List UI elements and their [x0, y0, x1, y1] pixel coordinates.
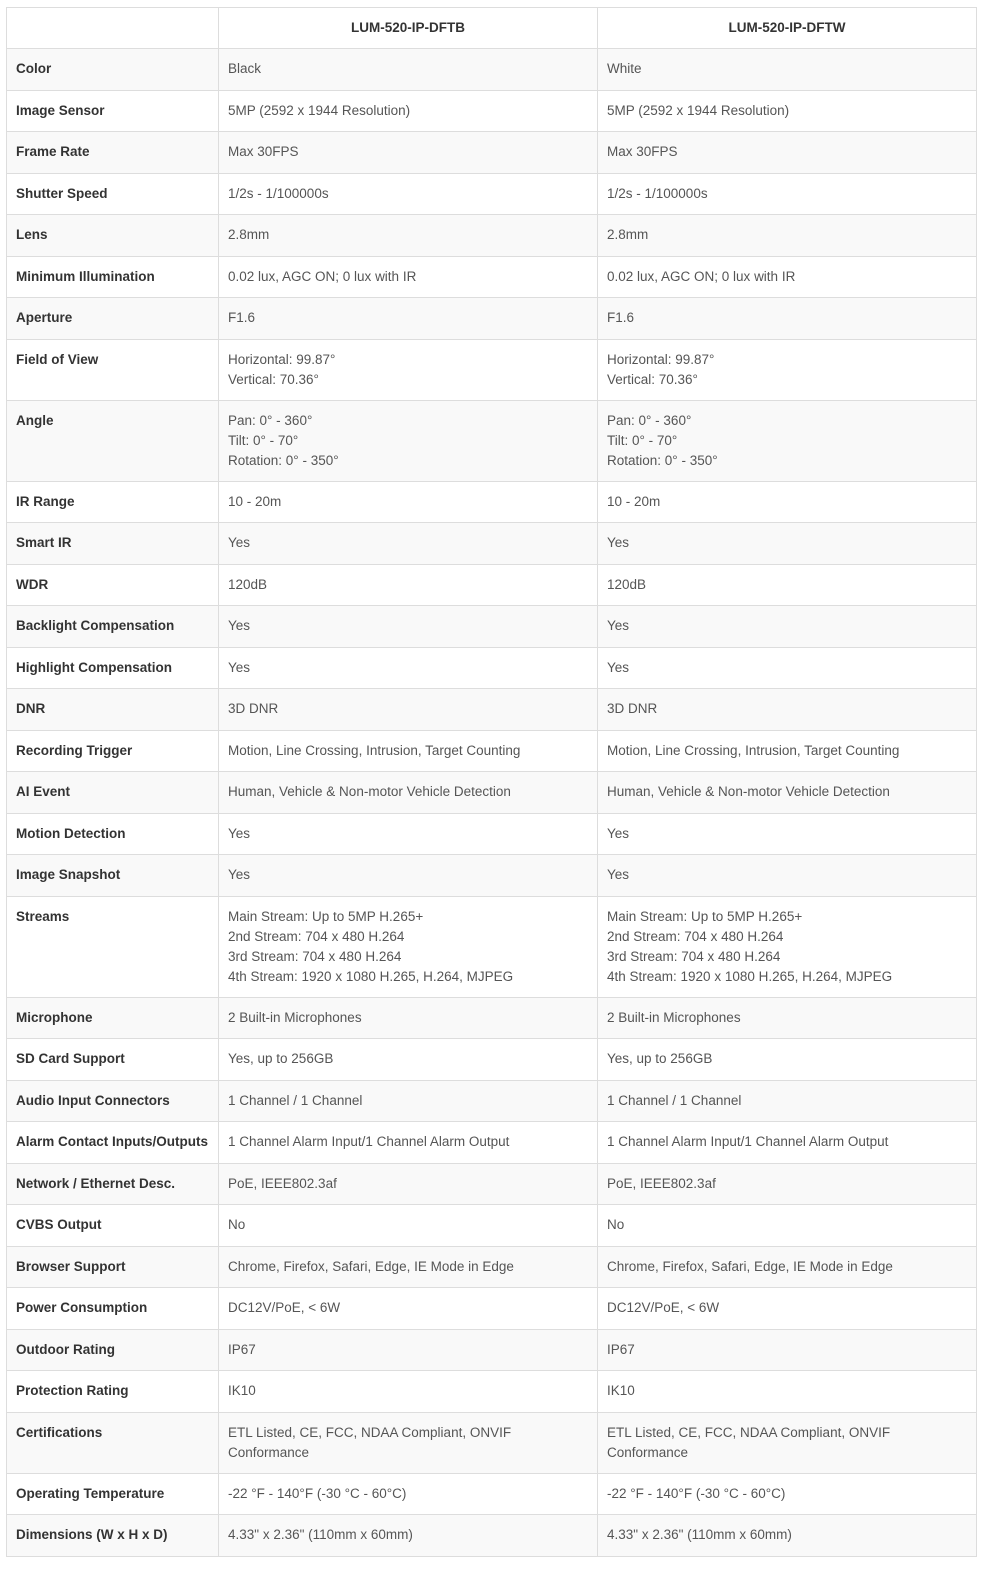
spec-value-dftb — [219, 813, 598, 855]
spec-value-dftw — [598, 564, 977, 606]
spec-value-dftw — [598, 1288, 977, 1330]
table-row — [7, 997, 977, 1039]
spec-value-line: Conformance — [228, 1444, 310, 1460]
spec-value-line: DC12V/PoE, < 6W — [607, 1300, 720, 1315]
spec-value-line: Chrome, Firefox, Safari, Edge, IE Mode in Edge — [607, 1258, 893, 1274]
spec-value-line: Horizontal: 99.87° — [228, 351, 336, 367]
spec-label: Image Snapshot — [7, 855, 219, 897]
spec-value-line: Yes — [607, 659, 630, 675]
spec-value-dftw — [598, 1246, 977, 1288]
spec-value-dftb — [219, 1039, 598, 1081]
spec-value-dftw — [598, 49, 977, 91]
spec-value-dftb — [219, 855, 598, 897]
spec-value-dftw — [598, 1515, 977, 1557]
spec-label: Audio Input Connectors — [7, 1080, 219, 1122]
spec-value-line: Yes — [228, 659, 251, 675]
spec-value-line: IK10 — [607, 1383, 635, 1398]
spec-value-line: 5MP (2592 x 1944 Resolution) — [228, 102, 411, 118]
spec-value-line: Pan: 0° - 360° — [607, 412, 692, 428]
spec-value-line: 5MP (2592 x 1944 Resolution) — [607, 102, 790, 118]
spec-value-line: 2nd Stream: 704 x 480 H.264 — [228, 928, 405, 944]
table-row — [7, 49, 977, 91]
table-row — [7, 400, 977, 481]
spec-value-dftb — [219, 339, 598, 400]
spec-value-line: Human, Vehicle & Non-motor Vehicle Detection — [607, 784, 890, 799]
spec-label: Certifications — [7, 1412, 219, 1473]
spec-value-dftb — [219, 606, 598, 648]
spec-value-line: 10 - 20m — [607, 493, 661, 509]
table-row — [7, 132, 977, 174]
spec-value-line: PoE, IEEE802.3af — [228, 1175, 337, 1191]
spec-value-dftw — [598, 215, 977, 257]
spec-value-line: Human, Vehicle & Non-motor Vehicle Detection — [228, 784, 511, 799]
table-header — [7, 8, 977, 49]
spec-value-line: 1 Channel / 1 Channel — [228, 1092, 363, 1108]
spec-label: DNR — [7, 689, 219, 731]
spec-label: Streams — [7, 896, 219, 997]
spec-value-line: Yes — [607, 618, 630, 633]
spec-value-line: 4.33" x 2.36" (110mm x 60mm) — [228, 1527, 413, 1542]
spec-value-dftw — [598, 90, 977, 132]
spec-value-line: Yes — [228, 867, 251, 882]
spec-value-line: Tilt: 0° - 70° — [607, 432, 678, 448]
spec-value-line: Yes, up to 256GB — [607, 1051, 713, 1066]
spec-label: CVBS Output — [7, 1205, 219, 1247]
spec-label: Shutter Speed — [7, 173, 219, 215]
spec-value-line: Yes, up to 256GB — [228, 1051, 334, 1066]
spec-value-line: 1 Channel Alarm Input/1 Channel Alarm Output — [607, 1134, 889, 1149]
spec-value-line: Yes — [228, 535, 251, 550]
table-row — [7, 772, 977, 814]
spec-value-line: Rotation: 0° - 350° — [607, 452, 718, 468]
spec-label: Angle — [7, 400, 219, 481]
table-row — [7, 1412, 977, 1473]
table-row — [7, 606, 977, 648]
spec-value-dftb — [219, 1246, 598, 1288]
spec-value-dftb — [219, 1473, 598, 1515]
spec-value-line: 2 Built-in Microphones — [228, 1009, 362, 1025]
spec-label: Protection Rating — [7, 1371, 219, 1413]
spec-value-dftb — [219, 564, 598, 606]
spec-label: Network / Ethernet Desc. — [7, 1163, 219, 1205]
table-row — [7, 90, 977, 132]
spec-value-dftw — [598, 647, 977, 689]
spec-label: Lens — [7, 215, 219, 257]
spec-value-dftb — [219, 647, 598, 689]
header-corner-cell — [7, 8, 219, 49]
spec-value-line: 2 Built-in Microphones — [607, 1009, 741, 1025]
spec-value-line: No — [607, 1217, 625, 1232]
spec-value-dftw — [598, 523, 977, 565]
spec-value-dftb — [219, 1163, 598, 1205]
model-header-dftw: LUM-520-IP-DFTW — [598, 8, 977, 49]
spec-value-dftb — [219, 1329, 598, 1371]
spec-value-line: Yes — [228, 618, 251, 633]
table-row — [7, 813, 977, 855]
spec-value-line: IP67 — [607, 1341, 635, 1357]
table-row — [7, 1080, 977, 1122]
spec-value-line: F1.6 — [228, 310, 256, 325]
spec-value-line: Max 30FPS — [607, 144, 678, 159]
spec-value-line: 4.33" x 2.36" (110mm x 60mm) — [607, 1527, 792, 1542]
spec-value-line: 3rd Stream: 704 x 480 H.264 — [228, 948, 402, 964]
spec-value-dftw — [598, 339, 977, 400]
spec-value-line: 1 Channel Alarm Input/1 Channel Alarm Output — [228, 1134, 510, 1149]
spec-label: Field of View — [7, 339, 219, 400]
spec-value-dftb — [219, 90, 598, 132]
spec-value-line: Chrome, Firefox, Safari, Edge, IE Mode in Edge — [228, 1258, 514, 1274]
spec-value-dftw — [598, 855, 977, 897]
spec-value-line: Yes — [607, 535, 630, 550]
spec-value-dftw — [598, 256, 977, 298]
spec-label: WDR — [7, 564, 219, 606]
spec-value-dftb — [219, 173, 598, 215]
spec-value-dftw — [598, 1122, 977, 1164]
spec-value-line: IK10 — [228, 1383, 256, 1398]
spec-value-dftb — [219, 997, 598, 1039]
spec-value-dftb — [219, 49, 598, 91]
spec-label: Recording Trigger — [7, 730, 219, 772]
table-row — [7, 647, 977, 689]
table-row — [7, 339, 977, 400]
spec-value-line: 1/2s - 1/100000s — [228, 185, 329, 201]
spec-value-line: Yes — [607, 867, 630, 882]
spec-label: IR Range — [7, 481, 219, 523]
spec-label: Microphone — [7, 997, 219, 1039]
spec-label: Backlight Compensation — [7, 606, 219, 648]
spec-value-dftw — [598, 772, 977, 814]
spec-label: Power Consumption — [7, 1288, 219, 1330]
spec-value-dftb — [219, 481, 598, 523]
spec-label: Frame Rate — [7, 132, 219, 174]
spec-value-dftw — [598, 298, 977, 340]
spec-value-dftb — [219, 298, 598, 340]
spec-value-line: PoE, IEEE802.3af — [607, 1175, 716, 1191]
spec-value-dftw — [598, 730, 977, 772]
spec-value-line: Black — [228, 61, 262, 76]
spec-value-dftb — [219, 256, 598, 298]
spec-label: Highlight Compensation — [7, 647, 219, 689]
spec-value-dftb — [219, 132, 598, 174]
spec-value-dftb — [219, 1371, 598, 1413]
spec-value-line: -22 °F - 140°F (-30 °C - 60°C) — [228, 1485, 407, 1501]
table-row — [7, 1163, 977, 1205]
spec-value-dftw — [598, 896, 977, 997]
spec-value-line: DC12V/PoE, < 6W — [228, 1300, 341, 1315]
table-row — [7, 1515, 977, 1557]
spec-value-line: Vertical: 70.36° — [607, 371, 698, 387]
header-row — [7, 8, 977, 49]
table-row — [7, 256, 977, 298]
table-row — [7, 1473, 977, 1515]
spec-value-line: Yes — [228, 825, 251, 841]
spec-value-dftb — [219, 1412, 598, 1473]
table-row — [7, 298, 977, 340]
spec-label: Alarm Contact Inputs/Outputs — [7, 1122, 219, 1164]
spec-value-line: Conformance — [607, 1444, 689, 1460]
spec-value-dftb — [219, 1288, 598, 1330]
table-row — [7, 1205, 977, 1247]
spec-value-line: 4th Stream: 1920 x 1080 H.265, H.264, MJPEG — [607, 968, 893, 984]
spec-label: Outdoor Rating — [7, 1329, 219, 1371]
spec-value-dftw — [598, 481, 977, 523]
spec-label: Operating Temperature — [7, 1473, 219, 1515]
spec-value-line: 1/2s - 1/100000s — [607, 185, 708, 201]
table-row — [7, 173, 977, 215]
spec-value-line: Motion, Line Crossing, Intrusion, Target Counting — [607, 742, 900, 758]
table-row — [7, 1288, 977, 1330]
spec-value-dftb — [219, 1205, 598, 1247]
spec-value-dftb — [219, 896, 598, 997]
spec-value-line: 120dB — [607, 576, 647, 592]
spec-value-line: Pan: 0° - 360° — [228, 412, 313, 428]
table-row — [7, 1246, 977, 1288]
model-header-dftb: LUM-520-IP-DFTB — [219, 8, 598, 49]
spec-comparison-table — [6, 7, 977, 1557]
spec-label: Browser Support — [7, 1246, 219, 1288]
spec-value-dftw — [598, 1205, 977, 1247]
spec-label: Color — [7, 49, 219, 91]
spec-value-dftw — [598, 400, 977, 481]
spec-value-line: 2nd Stream: 704 x 480 H.264 — [607, 928, 784, 944]
spec-value-line: F1.6 — [607, 310, 635, 325]
spec-value-line: Horizontal: 99.87° — [607, 351, 715, 367]
table-row — [7, 730, 977, 772]
spec-label: Minimum Illumination — [7, 256, 219, 298]
spec-value-dftw — [598, 813, 977, 855]
spec-value-dftw — [598, 1473, 977, 1515]
spec-value-dftw — [598, 132, 977, 174]
spec-value-line: ETL Listed, CE, FCC, NDAA Compliant, ONVIF — [228, 1424, 512, 1440]
spec-label: Aperture — [7, 298, 219, 340]
spec-value-line: ETL Listed, CE, FCC, NDAA Compliant, ONVIF — [607, 1424, 891, 1440]
spec-value-dftb — [219, 1515, 598, 1557]
spec-value-line: 3rd Stream: 704 x 480 H.264 — [607, 948, 781, 964]
spec-label: Image Sensor — [7, 90, 219, 132]
table-row — [7, 564, 977, 606]
table-row — [7, 689, 977, 731]
spec-value-line: No — [228, 1217, 246, 1232]
spec-value-line: Rotation: 0° - 350° — [228, 452, 339, 468]
table-row — [7, 215, 977, 257]
spec-value-line: 3D DNR — [607, 701, 658, 716]
spec-value-dftb — [219, 689, 598, 731]
spec-value-dftw — [598, 606, 977, 648]
spec-value-dftw — [598, 997, 977, 1039]
spec-value-line: Tilt: 0° - 70° — [228, 432, 299, 448]
spec-value-dftw — [598, 173, 977, 215]
spec-label: Motion Detection — [7, 813, 219, 855]
spec-value-line: Max 30FPS — [228, 144, 299, 159]
spec-value-dftw — [598, 1039, 977, 1081]
table-row — [7, 1329, 977, 1371]
spec-value-dftb — [219, 1080, 598, 1122]
spec-value-line: 0.02 lux, AGC ON; 0 lux with IR — [228, 268, 417, 284]
spec-value-line: -22 °F - 140°F (-30 °C - 60°C) — [607, 1485, 786, 1501]
spec-value-dftw — [598, 1329, 977, 1371]
spec-value-line: 4th Stream: 1920 x 1080 H.265, H.264, MJPEG — [228, 968, 514, 984]
spec-value-line: 10 - 20m — [228, 493, 282, 509]
spec-value-dftb — [219, 772, 598, 814]
spec-value-line: 1 Channel / 1 Channel — [607, 1092, 742, 1108]
spec-value-line: Yes — [607, 825, 630, 841]
spec-value-dftb — [219, 400, 598, 481]
spec-label: AI Event — [7, 772, 219, 814]
table-body — [7, 49, 977, 1557]
table-row — [7, 896, 977, 997]
spec-value-line: IP67 — [228, 1341, 256, 1357]
spec-value-line: White — [607, 61, 642, 76]
spec-value-line: Main Stream: Up to 5MP H.265+ — [228, 908, 424, 924]
spec-value-dftb — [219, 730, 598, 772]
spec-value-line: 2.8mm — [607, 227, 649, 242]
spec-value-dftw — [598, 1163, 977, 1205]
spec-value-dftw — [598, 1371, 977, 1413]
spec-value-dftw — [598, 1412, 977, 1473]
spec-value-line: 2.8mm — [228, 227, 270, 242]
table-row — [7, 1371, 977, 1413]
table-row — [7, 481, 977, 523]
spec-value-dftb — [219, 523, 598, 565]
spec-value-dftw — [598, 689, 977, 731]
table-row — [7, 855, 977, 897]
spec-value-line: Vertical: 70.36° — [228, 371, 319, 387]
spec-label: SD Card Support — [7, 1039, 219, 1081]
spec-value-line: 0.02 lux, AGC ON; 0 lux with IR — [607, 268, 796, 284]
spec-label: Dimensions (W x H x D) — [7, 1515, 219, 1557]
spec-label: Smart IR — [7, 523, 219, 565]
spec-value-line: 120dB — [228, 576, 268, 592]
table-row — [7, 1122, 977, 1164]
table-row — [7, 1039, 977, 1081]
table-row — [7, 523, 977, 565]
spec-value-line: 3D DNR — [228, 701, 279, 716]
spec-value-line: Main Stream: Up to 5MP H.265+ — [607, 908, 803, 924]
spec-value-dftb — [219, 1122, 598, 1164]
spec-value-line: Motion, Line Crossing, Intrusion, Target Counting — [228, 742, 521, 758]
spec-value-dftb — [219, 215, 598, 257]
spec-value-dftw — [598, 1080, 977, 1122]
